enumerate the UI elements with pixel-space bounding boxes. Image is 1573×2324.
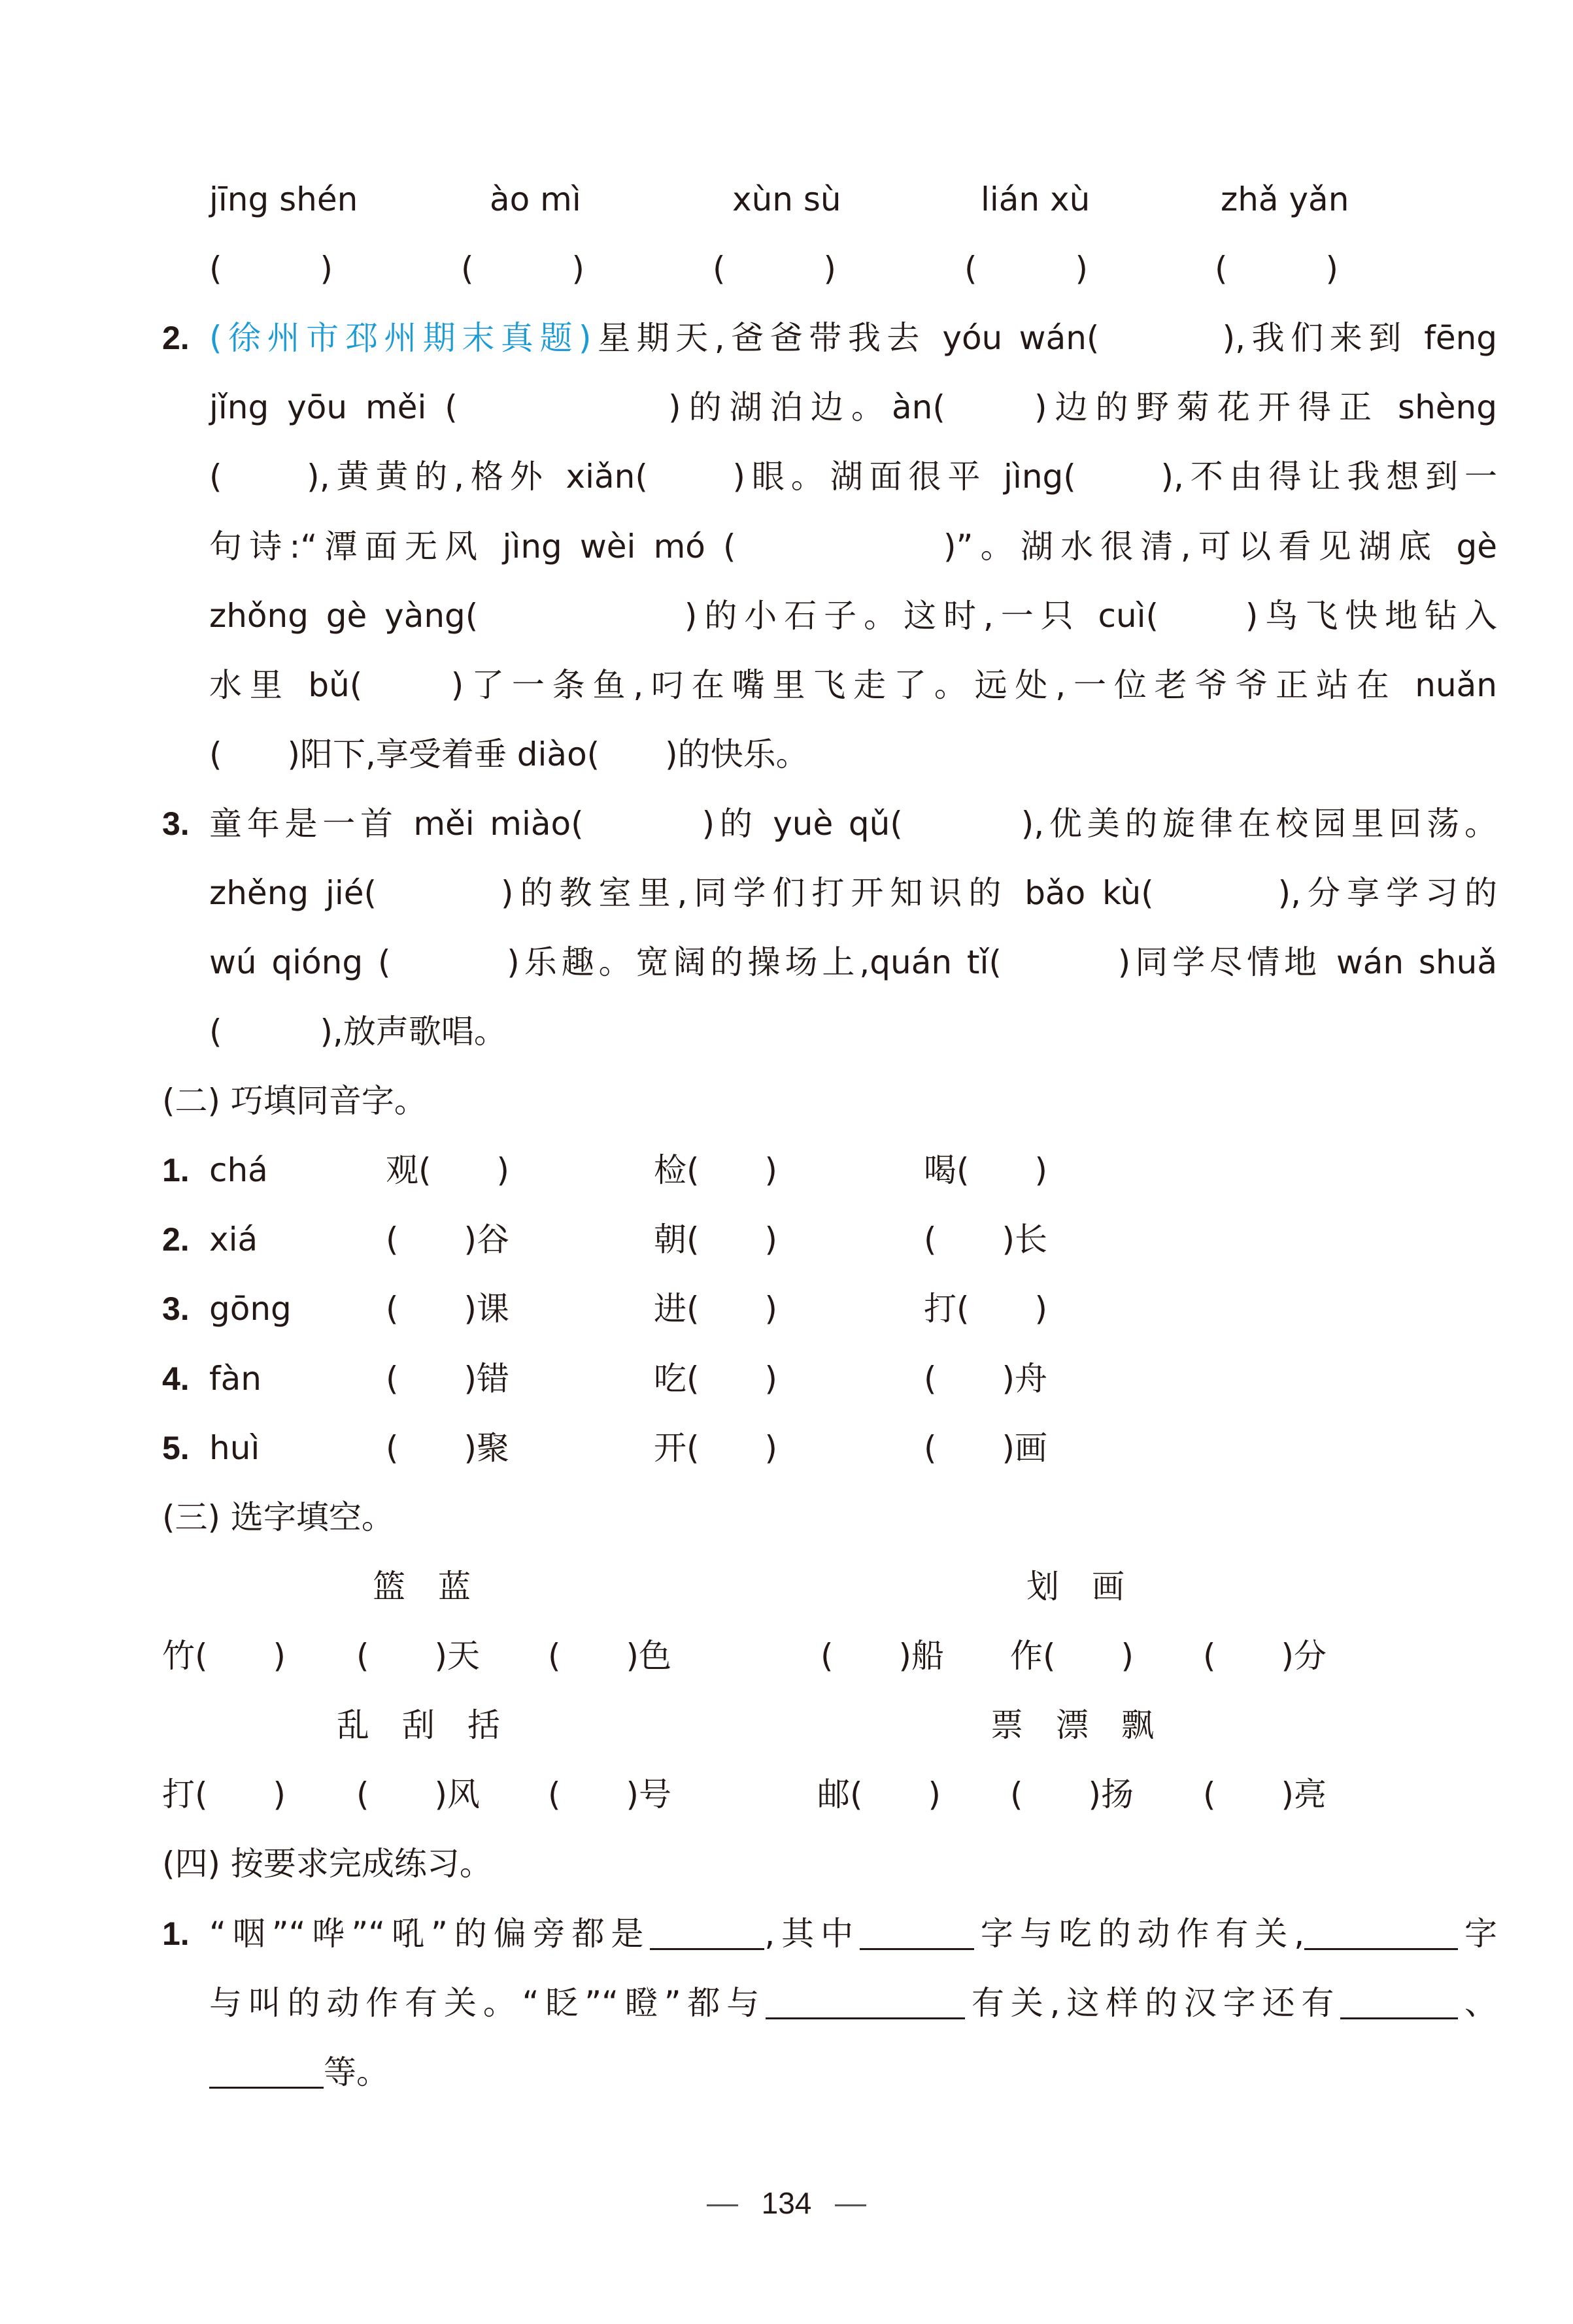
pinyin-3: xùn sù [732, 180, 841, 218]
fill-item[interactable]: ( )船 [820, 1637, 945, 1675]
fill-item[interactable]: ( )号 [548, 1776, 672, 1813]
question-number: 1. [162, 1915, 190, 1952]
fill-item[interactable]: 竹( ) [162, 1637, 286, 1675]
item-pinyin: huì [209, 1428, 260, 1467]
s4-line [209, 1899, 1497, 1968]
fill-item[interactable]: ( )分 [1203, 1637, 1327, 1675]
fill-item[interactable]: ( )风 [356, 1776, 481, 1813]
fill-item[interactable]: 进( ) [654, 1290, 778, 1328]
fill-item[interactable]: ( )天 [356, 1637, 481, 1675]
fill-item[interactable]: 观( ) [386, 1151, 510, 1189]
question-number: 3. [162, 805, 190, 842]
choice-chars: 篮 蓝 [373, 1568, 471, 1606]
text: “咽”“哗”“吼”的偏旁都是 [209, 1915, 651, 1953]
source-tag: (徐州市邳州期末真题) [209, 319, 592, 357]
item-number: 4. [162, 1360, 190, 1397]
section-title: (四) 按要求完成练习。 [162, 1845, 492, 1883]
q2-line: ( ),黄黄的,格外 xiǎn( )眼。湖面很平 jìng( ),不由得让我想到一 [209, 458, 1497, 496]
fill-item[interactable]: 喝( ) [924, 1151, 1048, 1189]
fill-item[interactable]: 朝( ) [654, 1221, 778, 1259]
text: 字 [1458, 1915, 1498, 1953]
fill-item[interactable]: 开( ) [654, 1428, 778, 1467]
q3-line: ( ),放声歌唱。 [209, 1013, 507, 1051]
dash [835, 2204, 866, 2206]
answer-underline[interactable] [860, 1909, 974, 1950]
q2-line [209, 303, 1497, 373]
q2-line: 水里 bǔ( )了一条鱼,叼在嘴里飞走了。远处,一位老爷爷正站在 nuǎn [209, 666, 1497, 704]
section-title: (三) 选字填空。 [162, 1498, 394, 1536]
question-number: 2. [162, 320, 190, 356]
item-pinyin: gōng [209, 1290, 292, 1328]
fill-item[interactable]: ( )扬 [1010, 1776, 1134, 1813]
pinyin-2: ào mì [490, 180, 581, 218]
fill-item[interactable]: ( )谷 [386, 1221, 510, 1259]
choice-chars: 划 画 [1026, 1568, 1125, 1606]
answer-underline[interactable] [1304, 1909, 1458, 1950]
fill-item[interactable]: ( )舟 [924, 1359, 1048, 1398]
fill-item[interactable]: 打( ) [162, 1776, 286, 1813]
q2-line: 句诗:“潭面无风 jìng wèi mó ( )”。湖水很清,可以看见湖底 gè [209, 528, 1497, 565]
choice-chars: 乱 刮 括 [337, 1706, 500, 1744]
section-title: (二) 巧填同音字。 [162, 1082, 427, 1120]
item-pinyin: fàn [209, 1359, 262, 1398]
fill-item[interactable]: 打( ) [924, 1290, 1048, 1328]
item-pinyin: xiá [209, 1221, 258, 1259]
q3-line: zhěng jié( )的教室里,同学们打开知识的 bǎo kù( ),分享学习的 [209, 874, 1497, 912]
text: 等。 [324, 2053, 389, 2091]
s4-line [209, 2038, 389, 2107]
pinyin-1: jīng shén [209, 180, 358, 218]
fill-item[interactable]: 吃( ) [654, 1359, 778, 1398]
item-number: 2. [162, 1221, 190, 1258]
fill-item[interactable]: 作( ) [1010, 1637, 1134, 1675]
answer-underline[interactable] [209, 2047, 324, 2089]
text: 有关,这样的汉字还有 [965, 1984, 1341, 2022]
choice-chars: 票 漂 飘 [990, 1706, 1154, 1744]
fill-item[interactable]: ( )亮 [1203, 1776, 1327, 1813]
dash [707, 2204, 738, 2206]
q2-text: 星期天,爸爸带我去 yóu wán( ),我们来到 fēng [591, 319, 1498, 357]
text: 与叫的动作有关。“眨”“瞪”都与 [209, 1984, 766, 2022]
s4-line [209, 1968, 1497, 2038]
q3-line: wú qióng ( )乐趣。宽阔的操场上,quán tǐ( )同学尽情地 wán shuǎ [209, 943, 1497, 981]
text: ,其中 [764, 1915, 860, 1953]
text: 、 [1458, 1984, 1498, 2022]
fill-item[interactable]: ( )色 [548, 1637, 672, 1675]
fill-item[interactable]: 检( ) [654, 1151, 778, 1189]
answer-blank[interactable]: ( ) [1215, 250, 1339, 288]
answer-underline[interactable] [1340, 1978, 1458, 2019]
q2-line: jǐng yōu měi ( )的湖泊边。àn( )边的野菊花开得正 shèng [209, 388, 1497, 426]
answer-underline[interactable] [766, 1978, 965, 2019]
q2-line: zhǒng gè yàng( )的小石子。这时,一只 cuì( )鸟飞快地钻入 [209, 597, 1497, 635]
item-number: 1. [162, 1152, 190, 1188]
page-number-text: 134 [761, 2186, 812, 2220]
fill-item[interactable]: 邮( ) [817, 1776, 941, 1813]
fill-item[interactable]: ( )长 [924, 1221, 1048, 1259]
page-number [0, 2177, 1573, 2229]
item-number: 5. [162, 1429, 190, 1466]
answer-blank[interactable]: ( ) [209, 250, 333, 288]
item-pinyin: chá [209, 1151, 268, 1189]
fill-item[interactable]: ( )课 [386, 1290, 510, 1328]
q3-line: 童年是一首 měi miào( )的 yuè qǔ( ),优美的旋律在校园里回荡。 [209, 805, 1497, 843]
item-number: 3. [162, 1290, 190, 1328]
q2-line: ( )阳下,享受着垂 diào( )的快乐。 [209, 735, 809, 773]
fill-item[interactable]: ( )错 [386, 1359, 510, 1398]
fill-item[interactable]: ( )聚 [386, 1428, 510, 1467]
pinyin-4: lián xù [981, 180, 1091, 218]
answer-blank[interactable]: ( ) [713, 250, 837, 288]
pinyin-5: zhǎ yǎn [1221, 180, 1349, 218]
answer-underline[interactable] [650, 1909, 764, 1950]
answer-blank[interactable]: ( ) [964, 250, 1089, 288]
answer-blank[interactable]: ( ) [461, 250, 585, 288]
text: 字与吃的动作有关, [974, 1915, 1305, 1953]
fill-item[interactable]: ( )画 [924, 1428, 1048, 1467]
